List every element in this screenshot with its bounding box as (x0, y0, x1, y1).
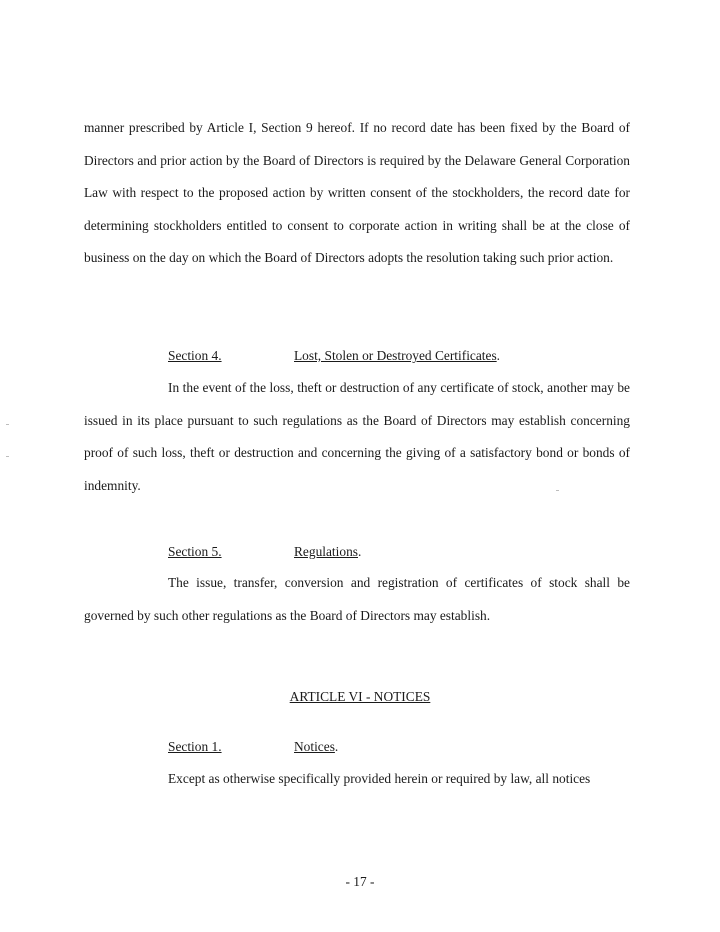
paragraph-record-date: manner prescribed by Article I, Section 9 hereof. If no record date has been fixed by the Board of Directors and prior action by the Board of Directors is required by the Delaware General Corporation Law with respect to the proposed action by written consent of the stockholders, the record date for determining stockholders entitled to consent to corporate action in writing shall be at the close of business on the day on which the Board of Directors adopts the resolution taking such prior action. (84, 120, 630, 266)
scan-speck (6, 424, 9, 425)
section-5-heading (168, 543, 361, 561)
page-number: - 17 - (345, 874, 375, 889)
section-4-title-period: . (496, 348, 501, 363)
scan-speck (6, 456, 9, 457)
section-4-title: Lost, Stolen or Destroyed Certificates (294, 348, 497, 363)
section-1-heading (168, 738, 338, 756)
section-1-title-period: . (334, 739, 339, 754)
scan-speck (556, 490, 559, 491)
section-1-body: Except as otherwise specifically provided herein or required by law, all notices (168, 771, 591, 786)
section-5-number: Section 5. (168, 544, 222, 559)
section-4-body: In the event of the loss, theft or destruction of any certificate of stock, another may be issued in its place pursuant to such regulations as the Board of Directors may establish concerning proof of such loss, theft or destruction and concerning the giving of a satisfactory bond or bonds of indemnity. (84, 380, 630, 493)
section-5-title: Regulations (294, 544, 358, 559)
section-1-title: Notices (294, 739, 335, 754)
section-1-number: Section 1. (168, 739, 222, 754)
section-4-heading (168, 347, 500, 365)
section-5-body: The issue, transfer, conversion and registration of certificates of stock shall be governed by such other regulations as the Board of Directors may establish. (84, 575, 630, 623)
article-heading: ARTICLE VI - NOTICES (289, 689, 431, 704)
section-4-number: Section 4. (168, 348, 222, 363)
section-5-title-period: . (357, 544, 362, 559)
